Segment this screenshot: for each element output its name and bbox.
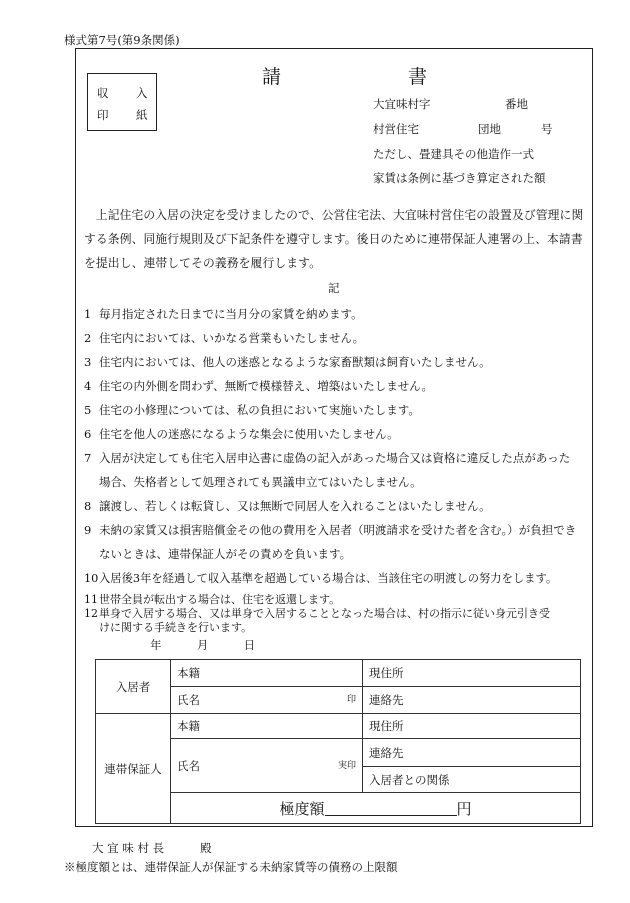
address-line-1: 大宜味村字 (373, 97, 431, 111)
list-item: 6 住宅を他人の迷惑になるような集会に使用いたしません。 (84, 427, 399, 441)
list-item: 4 住宅の内外側を問わず、無断で模様替え、増築はいたしません。 (84, 379, 433, 393)
guarantor-contact-field[interactable]: 連絡先 (363, 739, 581, 767)
list-item: 12単身で入居する場合、又は単身で入居することとなった場合は、村の指示に従い身元引き受 (84, 607, 550, 620)
tenant-name-field[interactable]: 氏名 印 (171, 687, 363, 714)
tenant-contact-field[interactable]: 連絡先 (363, 687, 581, 714)
address-line-3: ただし、畳建具その他造作一式 (373, 147, 534, 161)
seal-mark: 印 (346, 695, 356, 705)
list-item: 2 住宅内においては、いかなる営業もいたしません。 (84, 331, 365, 345)
footnote: ※極度額とは、連帯保証人が保証する未納家賃等の債務の上限額 (64, 860, 398, 874)
stamp-char: 収 (97, 86, 109, 100)
guarantor-address-field[interactable]: 現住所 (363, 714, 581, 739)
tenant-honseki-field[interactable]: 本籍 (171, 660, 363, 687)
address-line-2-mid: 団地 (478, 122, 501, 136)
form-number: 様式第7号(第9条関係) (64, 33, 180, 47)
list-item: 7 入居が決定しても住宅入居申込書に虚偽の記入があった場合又は資格に違反した点があった (84, 451, 571, 465)
limit-underline (325, 801, 457, 816)
addressee-honorific: 殿 (200, 841, 212, 855)
date-line (150, 637, 255, 653)
list-item: 9 未納の家賃又は損害賠償金その他の費用を入居者（明渡請求を受けた者を含む。）が負担でき (84, 523, 577, 537)
address-line-4: 家賃は条例に基づき算定された額 (373, 171, 546, 185)
guarantor-honseki-field[interactable]: 本籍 (171, 714, 363, 739)
jitsuin-mark: 実印 (337, 760, 356, 771)
list-item: 1 毎月指定された日までに当月分の家賃を納めます。 (84, 307, 363, 321)
signature-table (95, 659, 581, 824)
addressee (92, 840, 212, 856)
guarantor-relation-field[interactable]: 入居者との関係 (363, 767, 581, 793)
body-paragraph: 上記住宅の入居の決定を受けましたので、公営住宅法、大宜味村営住宅の設置及び管理に関する条例、同施行規則及び下記条件を遵守します。後日のために連帯保証人連署の上、本請書を提出し、連帯してその義務を履行します。 (84, 208, 584, 270)
page-title-left: 請 (262, 66, 282, 88)
date-month: 月 (196, 638, 209, 652)
limit-label: 極度額 (279, 799, 325, 818)
list-item-continuation: ないときは、連帯保証人がその責めを負います。 (99, 547, 352, 561)
address-line-2-suffix: 号 (541, 122, 553, 136)
stamp-char: 入 (136, 86, 148, 100)
address-line-2: 村営住宅 (373, 122, 419, 136)
ki-heading: 記 (328, 281, 340, 295)
stamp-char: 印 (97, 108, 109, 122)
date-year: 年 (150, 638, 162, 652)
limit-amount-field[interactable] (171, 793, 581, 824)
tenant-address-field[interactable]: 現住所 (363, 660, 581, 687)
page-title-right: 書 (408, 66, 428, 88)
list-item-continuation: けに関する手続きを行います。 (99, 621, 253, 634)
list-item-continuation: 場合、失格者として処理されても異議申立てはいたしません。 (99, 475, 422, 489)
list-item: 5 住宅の小修理については、私の負担において実施いたします。 (84, 403, 420, 417)
tenant-label: 入居者 (96, 660, 171, 714)
guarantor-label: 連帯保証人 (96, 714, 171, 824)
list-item: 8 譲渡し、若しくは転貸し、又は無断で同居人を入れることはいたしません。 (84, 499, 491, 513)
yen-label: 円 (456, 799, 472, 818)
addressee-name: 大 宜 味 村 長 (92, 841, 165, 855)
list-item: 10入居後3年を経過して収入基準を超過している場合は、当該住宅の明渡しの努力をします。 (84, 572, 558, 585)
guarantor-name-field[interactable]: 氏名 実印 (171, 739, 363, 793)
list-item: 11世帯全員が転出する場合は、住宅を返還します。 (84, 593, 341, 606)
stamp-char: 紙 (136, 108, 148, 122)
revenue-stamp-box (87, 73, 157, 131)
list-item: 3 住宅内においては、他人の迷惑となるような家畜獣類は飼育いたしません。 (84, 355, 491, 369)
date-day: 日 (243, 638, 256, 652)
address-line-1-suffix: 番地 (505, 97, 528, 111)
